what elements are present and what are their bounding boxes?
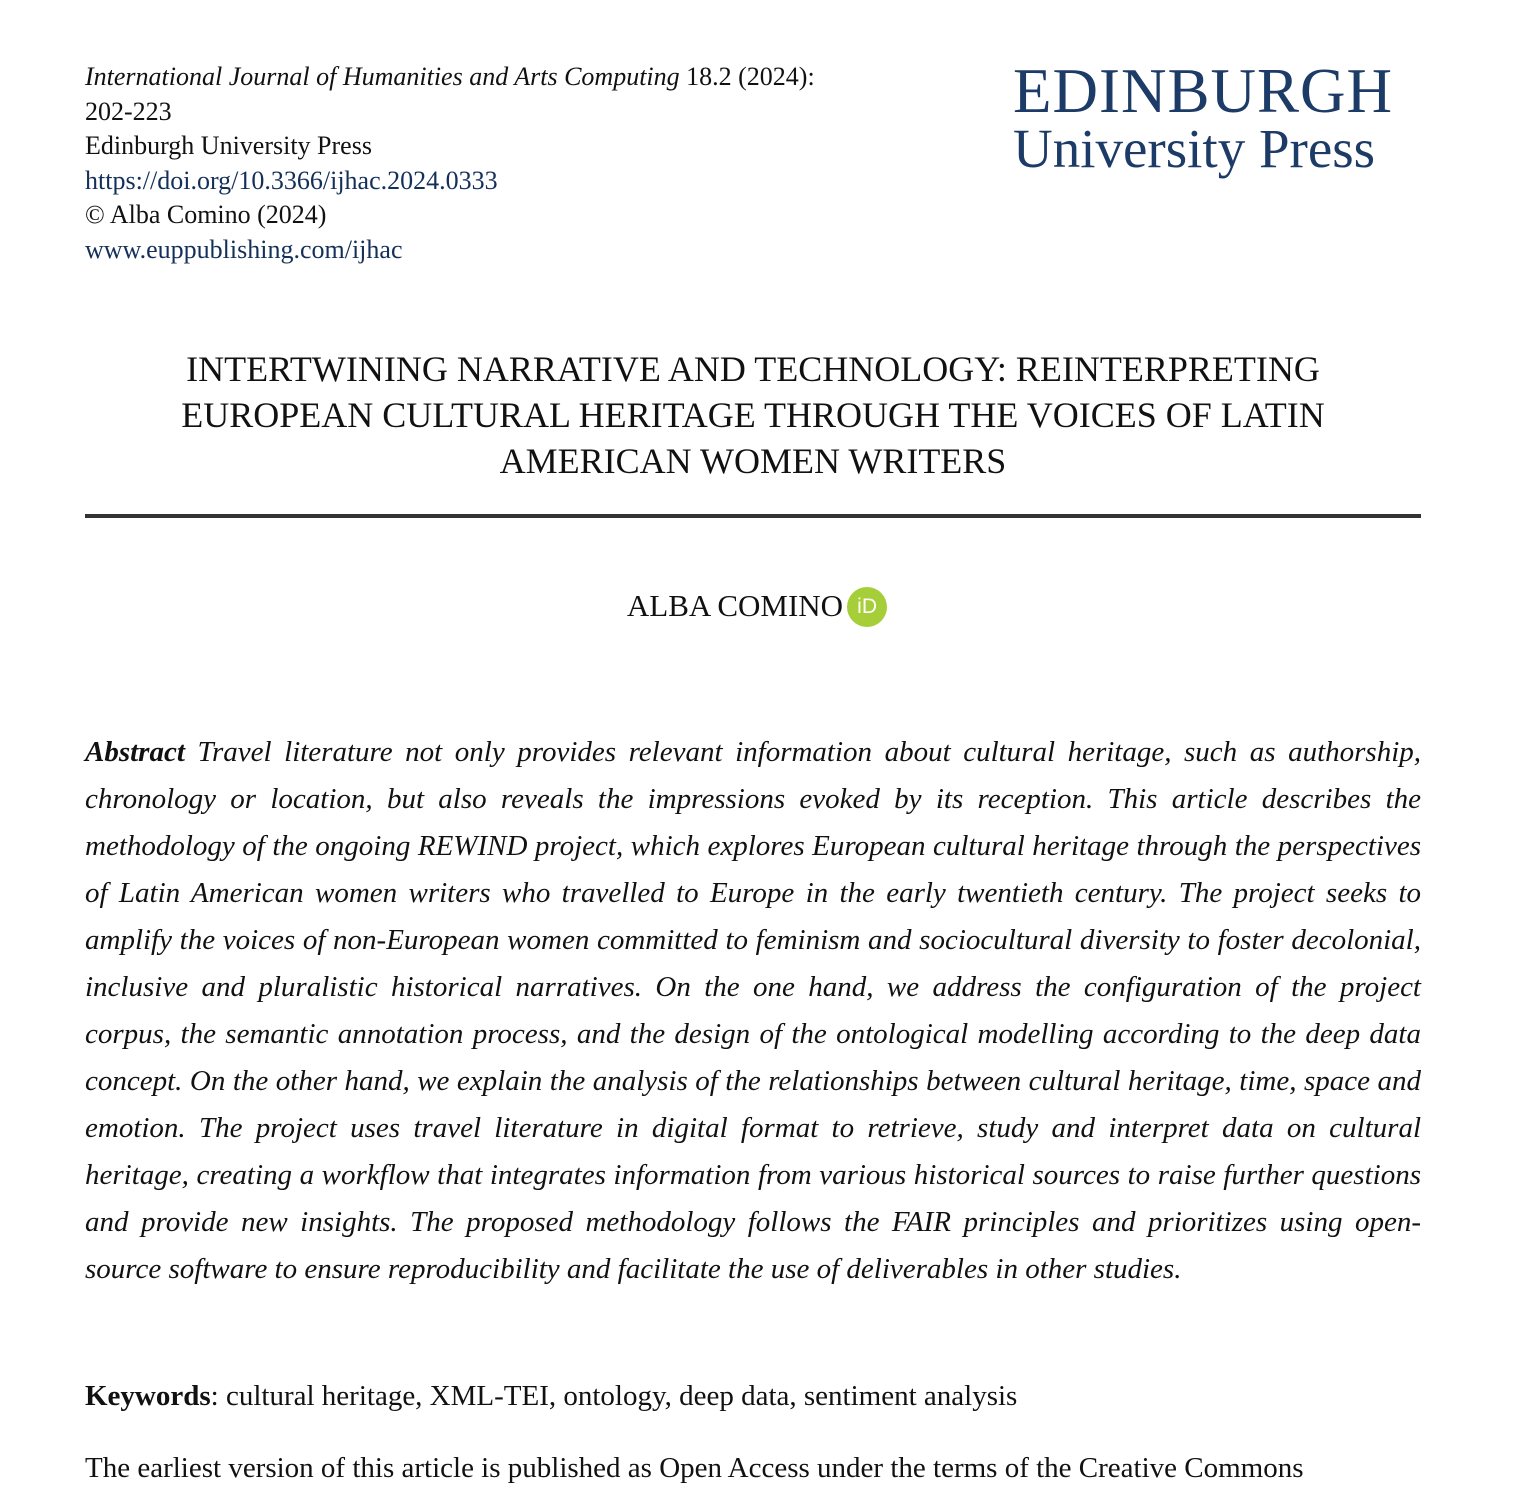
journal-citation (85, 60, 965, 95)
keywords-label: Keywords (85, 1380, 211, 1412)
abstract (85, 729, 1421, 1293)
page-range: 202-223 (85, 96, 172, 126)
keywords (85, 1375, 1421, 1417)
author-name: ALBA COMINO (626, 588, 844, 623)
logo-line-1: EDINBURGH (1013, 56, 1393, 126)
logo-line-2: University Press (1013, 118, 1376, 179)
abstract-label: Abstract (85, 736, 185, 768)
title-line: AMERICAN WOMEN WRITERS (499, 441, 1007, 481)
abstract-text: Travel literature not only provides relevant information about cultural heritage, such as authorship, chronology or location, but also reveals the impressions evoked by its reception. This article describes the methodology of the ongoing REWIND project, which explores European cultural heritage through the perspectives of Latin American women writers who travelled to Europe in the early twentieth century. The project seeks to amplify the voices of non-European women committed to feminism and sociocultural diversity to foster decolonial, inclusive and pluralistic historical narratives. On the one hand, we address the configuration of the project corpus, the semantic annotation process, and the design of the ontological modelling according to the deep data concept. On the other hand, we explain the analysis of the relationships between cultural heritage, time, space and emotion. The project uses travel literature in digital format to retrieve, study and interpret data on cultural heritage, creating a workflow that integrates information from various historical sources to raise further questions and provide new insights. The proposed methodology follows the FAIR principles and prioritizes using open-source software to ensure reproducibility and facilitate the use of deliverables in other studies. (85, 736, 1422, 1285)
edinburgh-university-press-logo (1013, 56, 1413, 179)
publication-metadata (85, 60, 965, 267)
publisher-name: Edinburgh University Press (85, 131, 372, 160)
journal-name: International Journal of Humanities and Arts Computing (85, 62, 680, 91)
volume-year: 18.2 (2024): (679, 62, 815, 91)
body-text-partial: The earliest version of this article is published as Open Access under the terms of the Creative Commons (85, 1452, 1304, 1484)
author-byline (0, 585, 1514, 629)
keywords-text: : cultural heritage, XML-TEI, ontology, deep data, sentiment analysis (210, 1380, 1018, 1412)
doi-link[interactable]: https://doi.org/10.3366/ijhac.2024.0333 (85, 165, 498, 195)
title-line: INTERTWINING NARRATIVE AND TECHNOLOGY: REINTERPRETING (186, 349, 1320, 389)
title-divider (85, 514, 1421, 518)
orcid-icon[interactable]: iD (847, 587, 887, 627)
article-title (85, 346, 1421, 484)
copyright-notice: © Alba Comino (2024) (85, 200, 327, 229)
title-line: EUROPEAN CULTURAL HERITAGE THROUGH THE VOICES OF LATIN (181, 395, 1325, 435)
journal-website-link[interactable]: www.euppublishing.com/ijhac (85, 234, 403, 264)
